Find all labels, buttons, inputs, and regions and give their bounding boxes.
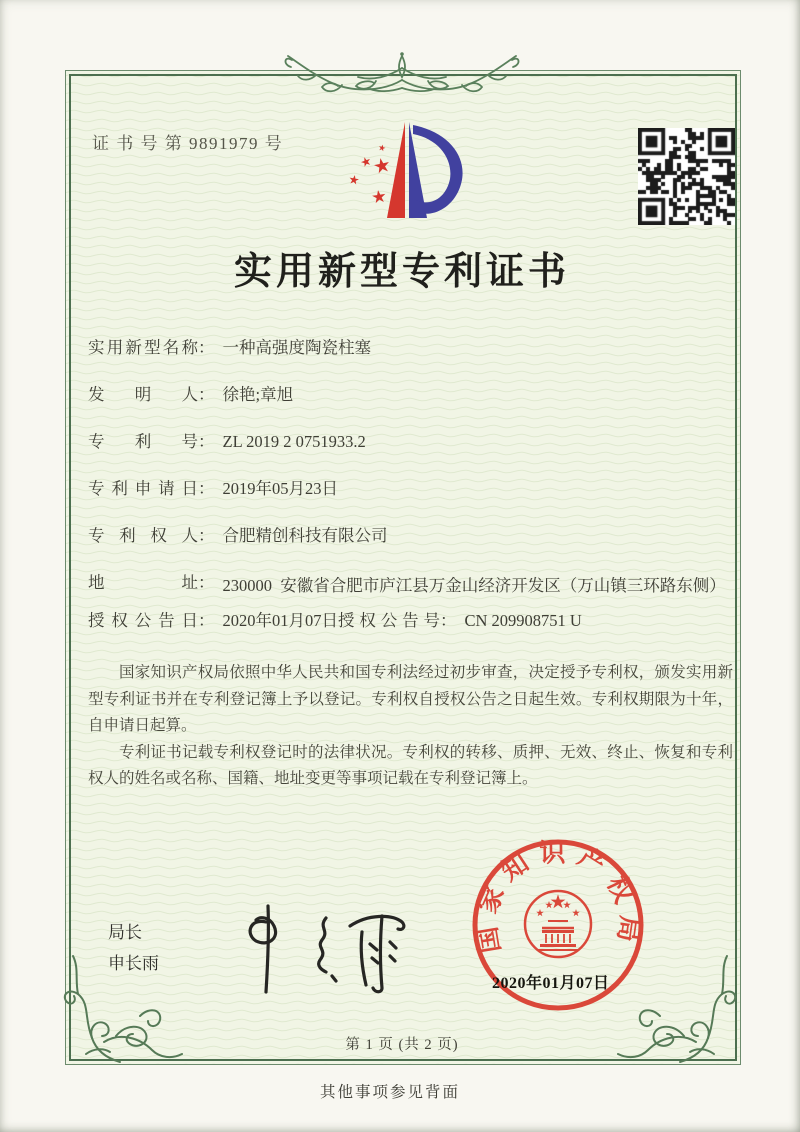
field-row-grant: 授权公告日 ： 2020年01月07日 授权公告号 ： CN 209908751 U (88, 611, 733, 631)
certificate-title: 实用新型专利证书 (233, 251, 570, 293)
seal-text: 国家知识产权局 (471, 838, 645, 955)
grant-number-value: CN 209908751 U (464, 611, 582, 630)
national-emblem (525, 891, 591, 957)
field-value: 一种高强度陶瓷柱塞 (222, 338, 371, 357)
handwritten-signature-icon (222, 900, 408, 995)
field-row-filing-date: 专利申请日 ： 2019年05月23日 (88, 479, 733, 499)
field-label: 发明人 (88, 385, 198, 404)
grant-number-group: 授权公告号 ： CN 209908751 U (338, 611, 582, 630)
field-row-address: 地址 ： 230000 安徽省合肥市庐江县万金山经济开发区（万山镇三环路东侧） (88, 573, 733, 598)
director-name: 申长雨 (108, 954, 159, 973)
grant-date-label: 授权公告日 (88, 611, 198, 630)
grant-date-value: 2020年01月07日 (222, 611, 338, 630)
cnipa-logo-icon (335, 112, 485, 232)
field-value: 徐艳;章旭 (222, 385, 294, 404)
director-block (108, 917, 159, 979)
field-row-name: 实用新型名称 ： 一种高强度陶瓷柱塞 (88, 338, 733, 358)
field-value: 230000 安徽省合肥市庐江县万金山经济开发区（万山镇三环路东侧） (222, 576, 726, 595)
body-paragraph-1: 国家知识产权局依照中华人民共和国专利法经过初步审查，决定授予专利权，颁发实用新型专利证书并在专利登记簿上予以登记。专利权自授权公告之日起生效。专利权期限为十年，自申请日起算。 (88, 664, 733, 734)
top-center-garland-ornament (282, 50, 522, 98)
qr-code (638, 128, 735, 225)
body-paragraph-2: 专利证书记载专利权登记时的法律状况。专利权的转移、质押、无效、终止、恢复和专利权人的姓名或名称、国籍、地址变更等事项记载在专利登记簿上。 (88, 743, 733, 787)
footer-note: 其他事项参见背面 (319, 1084, 460, 1101)
field-label: 实用新型名称 (88, 338, 198, 357)
certificate-fields (88, 338, 733, 631)
field-label: 专利号 (88, 432, 198, 451)
page-number: 第 1 页 (共 2 页) (345, 1037, 459, 1053)
director-title: 局长 (108, 923, 142, 942)
grant-number-label: 授权公告号 (338, 611, 440, 630)
field-value: 2019年05月23日 (222, 479, 338, 498)
field-row-patent-number: 专利号 ： ZL 2019 2 0751933.2 (88, 432, 733, 452)
seal-date: 2020年01月07日 (492, 975, 610, 992)
certificate-number: 证 书 号 第 9891979 号 (92, 134, 284, 153)
field-row-patentee: 专利权人 ： 合肥精创科技有限公司 (88, 526, 733, 546)
field-label: 专利申请日 (88, 479, 198, 498)
legal-body-text (88, 660, 733, 793)
field-label: 地址 (88, 573, 198, 592)
field-value: ZL 2019 2 0751933.2 (222, 432, 366, 451)
field-value: 合肥精创科技有限公司 (222, 526, 388, 545)
field-label: 专利权人 (88, 526, 198, 545)
field-row-inventor: 发明人 ： 徐艳;章旭 (88, 385, 733, 405)
